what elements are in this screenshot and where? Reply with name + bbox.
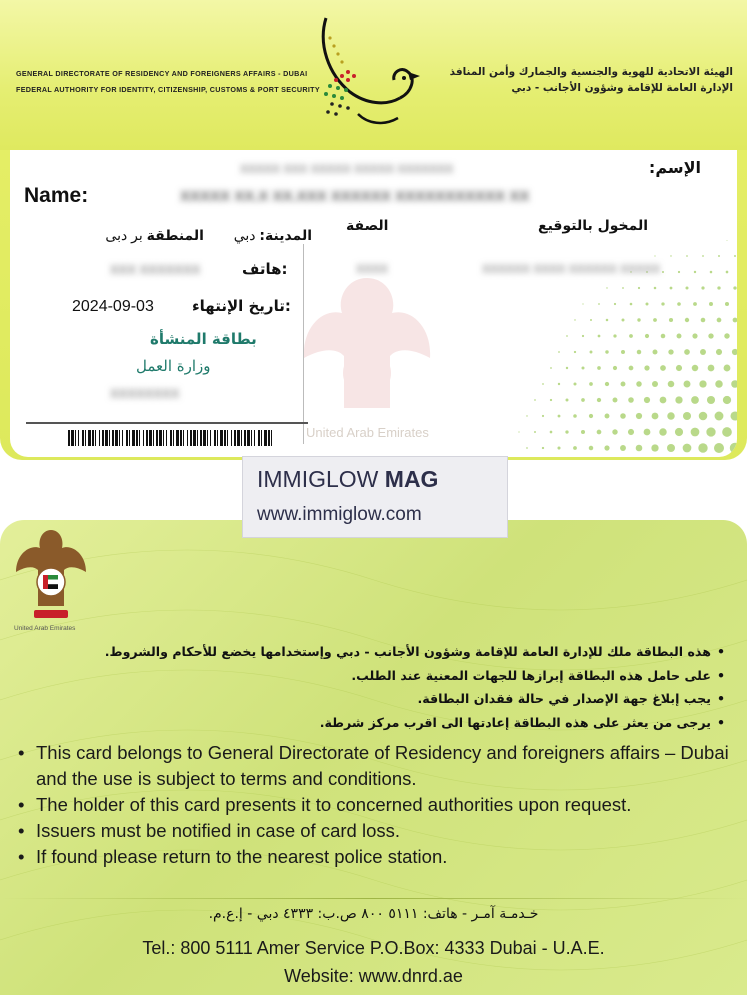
region-value: بر دبى [105, 227, 143, 243]
city-label: المدينة: [259, 228, 312, 244]
city-field [232, 227, 312, 244]
establishment-number: XXXXXXXX [110, 386, 180, 401]
banner-brand-bold: MAG [384, 466, 439, 492]
falcon-logo-icon [308, 14, 428, 134]
name-label-ar: الإسم: [648, 158, 701, 177]
banner-brand-light: IMMIGLOW [257, 466, 379, 492]
card-details-panel [10, 150, 737, 457]
name-value-en: XXXXX XX.X XX.XXX XXXXXX XXXXXXXXXXX XX [180, 188, 530, 205]
authorized-signatory-value: XXXXXX XXXX XXXXXX XXXXX [482, 262, 661, 276]
name-label-en: Name: [24, 184, 89, 207]
name-value-ar: XXXXX XXX XXXXX XXXXX XXXXXXX [240, 162, 454, 176]
expiry-date-value: 2024-09-03 [72, 298, 154, 315]
card-front [0, 0, 747, 460]
terms-list-en [18, 740, 733, 870]
org-name-ar-line1: الهيئة الاتحادية للهوية والجنسية والجمارك وأمن المنافذ [449, 66, 733, 78]
uae-emblem-icon [12, 526, 90, 624]
org-name-en [16, 66, 320, 98]
expiry-date-label: تاريخ الإنتهاء: [192, 297, 291, 315]
card-back [0, 520, 747, 995]
org-name-ar-line2: الإدارة العامة للإقامة وشؤون الأجانب - دبي [511, 82, 733, 94]
publisher-watermark-banner [242, 456, 508, 538]
org-name-en-line1: GENERAL DIRECTORATE OF RESIDENCY AND FOREIGNERS AFFAIRS - DUBAI [16, 69, 308, 78]
term-ar: • على حامل هذه البطاقة إبرازها للجهات المعنية عند الطلب. [45, 664, 725, 688]
region-label: المنطقة [146, 228, 204, 244]
org-name-en-line2: FEDERAL AUTHORITY FOR IDENTITY, CITIZENSHIP, CUSTOMS & PORT SECURITY [16, 85, 320, 94]
card-header [0, 0, 747, 150]
authorized-signatory-header: المخول بالتوقيع [538, 218, 649, 234]
capacity-column-header: الصفة [346, 218, 389, 234]
term-en: • If found please return to the nearest police station. [18, 844, 733, 870]
region-field [84, 227, 204, 244]
uae-emblem-watermark-icon [292, 268, 442, 448]
footer-website: Website: www.dnrd.ae [284, 966, 463, 986]
emblem-label: United Arab Emirates [14, 625, 76, 632]
capacity-value: XXXX [356, 262, 389, 276]
footer-contact-ar: خـدمـة آمـر - هاتف: ٥١١١ ٨٠٠ ص.ب: ٤٣٣٣ دبي - إ.ع.م. [208, 906, 539, 922]
footer-contact-en: Tel.: 800 5111 Amer Service P.O.Box: 4333 Dubai - U.A.E. [142, 938, 605, 958]
column-divider [303, 244, 304, 444]
terms-list-ar [45, 640, 725, 734]
footer-separator [0, 898, 747, 899]
barcode-divider [26, 422, 308, 424]
emblem-watermark-text: United Arab Emirates [306, 425, 429, 440]
term-en: • The holder of this card presents it to concerned authorities upon request. [18, 792, 733, 818]
term-ar: • يرجى من يعثر على هذه البطاقة إعادتها الى اقرب مركز شرطة. [45, 711, 725, 735]
establishment-card-title: بطاقة المنشأة [150, 330, 257, 348]
city-value: دبي [233, 227, 256, 243]
org-name-ar [450, 64, 733, 96]
term-ar: • هذه البطاقة ملك للإدارة العامة للإقامة وشؤون الأجانب - دبي وإستخدامها يخضع للأحكام والشروط. [45, 640, 725, 664]
banner-brand [257, 466, 438, 493]
term-en: • This card belongs to General Directorate of Residency and foreigners affairs – Dubai and the use is subject to terms and conditions. [18, 740, 733, 792]
barcode-icon [68, 430, 278, 446]
ministry-name: وزارة العمل [136, 357, 211, 375]
term-en: • Issuers must be notified in case of card loss. [18, 818, 733, 844]
phone-value: XXX XXXXXXX [110, 262, 201, 277]
term-ar: • يجب إبلاغ جهة الإصدار في حالة فقدان البطاقة. [45, 687, 725, 711]
phone-label: هاتف: [242, 260, 288, 278]
banner-url: www.immiglow.com [257, 504, 422, 525]
